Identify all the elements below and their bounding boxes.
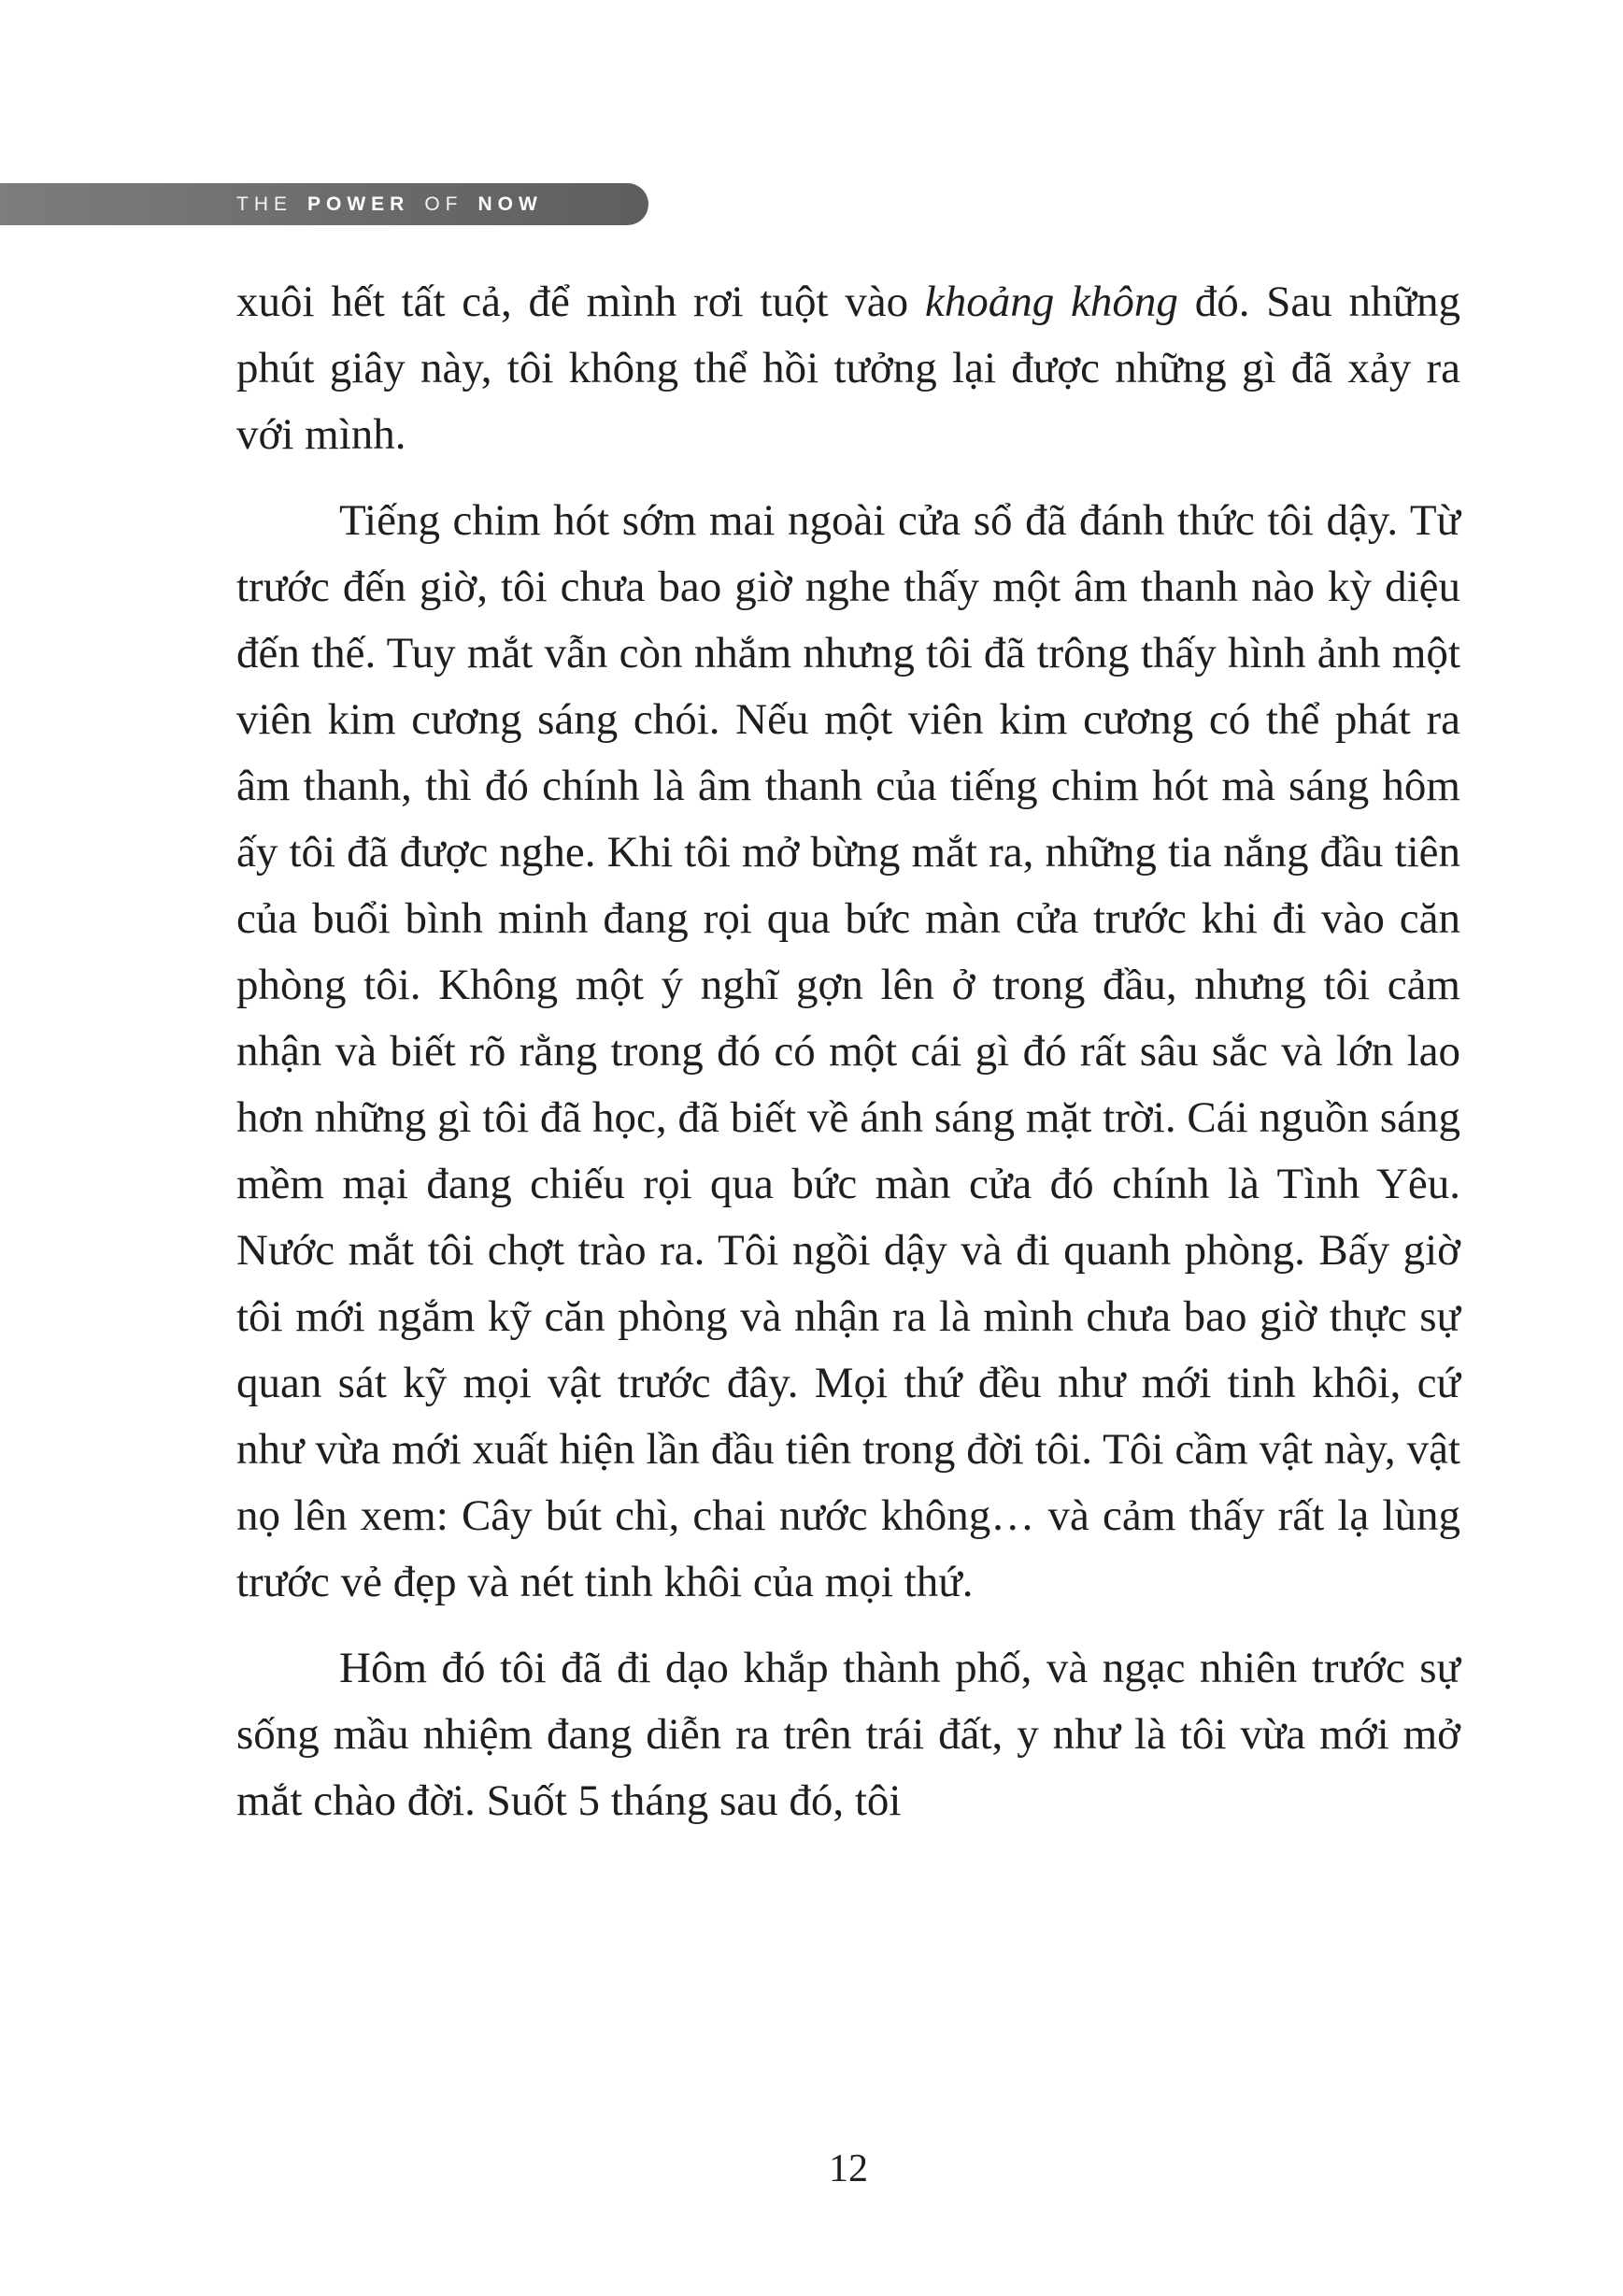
- paragraph: Tiếng chim hót sớm mai ngoài cửa sổ đã đánh thức tôi dậy. Từ trước đến giờ, tôi chưa bao giờ nghe thấy một âm thanh nào kỳ diệu đến thế. Tuy mắt vẫn còn nhắm nhưng tôi đã trông thấy hình ảnh một viên kim cương sáng chói. Nếu một viên kim cương có thể phát ra âm thanh, thì đó chính là âm thanh của tiếng chim hót mà sáng hôm ấy tôi đã được nghe. Khi tôi mở bừng mắt ra, những tia nắng đầu tiên của buổi bình minh đang rọi qua bức màn cửa trước khi đi vào căn phòng tôi. Không một ý nghĩ gợn lên ở trong đầu, nhưng tôi cảm nhận và biết rõ rằng trong đó có một cái gì đó rất sâu sắc và lớn lao hơn những gì tôi đã học, đã biết về ánh sáng mặt trời. Cái nguồn sáng mềm mại đang chiếu rọi qua bức màn cửa đó chính là Tình Yêu. Nước mắt tôi chợt trào ra. Tôi ngồi dậy và đi quanh phòng. Bấy giờ tôi mới ngắm kỹ căn phòng và nhận ra là mình chưa bao giờ thực sự quan sát kỹ mọi vật trước đây. Mọi thứ đều như mới tinh khôi, cứ như vừa mới xuất hiện lần đầu tiên trong đời tôi. Tôi cầm vật này, vật nọ lên xem: Cây bút chì, chai nước không… và cảm thấy rất lạ lùng trước vẻ đẹp và nét tinh khôi của mọi thứ.: [236, 496, 1460, 1606]
- page-number: 12: [829, 2147, 868, 2190]
- book-title-word: THE: [236, 193, 292, 215]
- body-text: [236, 269, 1460, 1834]
- book-title-word: OF: [424, 193, 463, 215]
- book-title-word: NOW: [477, 193, 543, 215]
- paragraph-text: xuôi hết tất cả, để mình rơi tuột vào: [236, 278, 925, 326]
- running-header-bar: [0, 183, 648, 225]
- page-footer: [236, 2149, 1460, 2189]
- paragraph-text: đó. Sau những phút giây này, tôi không thể hồi tưởng lại được những gì đã xảy ra với mình.: [236, 278, 1460, 459]
- book-title: [236, 194, 543, 214]
- book-title-word: POWER: [307, 193, 410, 215]
- paragraph-continuation: [236, 269, 1460, 468]
- paragraph: Hôm đó tôi đã đi dạo khắp thành phố, và ngạc nhiên trước sự sống mầu nhiệm đang diễn ra trên trái đất, y như là tôi vừa mới mở mắt chào đời. Suốt 5 tháng sau đó, tôi: [236, 1644, 1460, 1825]
- italic-phrase: khoảng không: [924, 278, 1178, 326]
